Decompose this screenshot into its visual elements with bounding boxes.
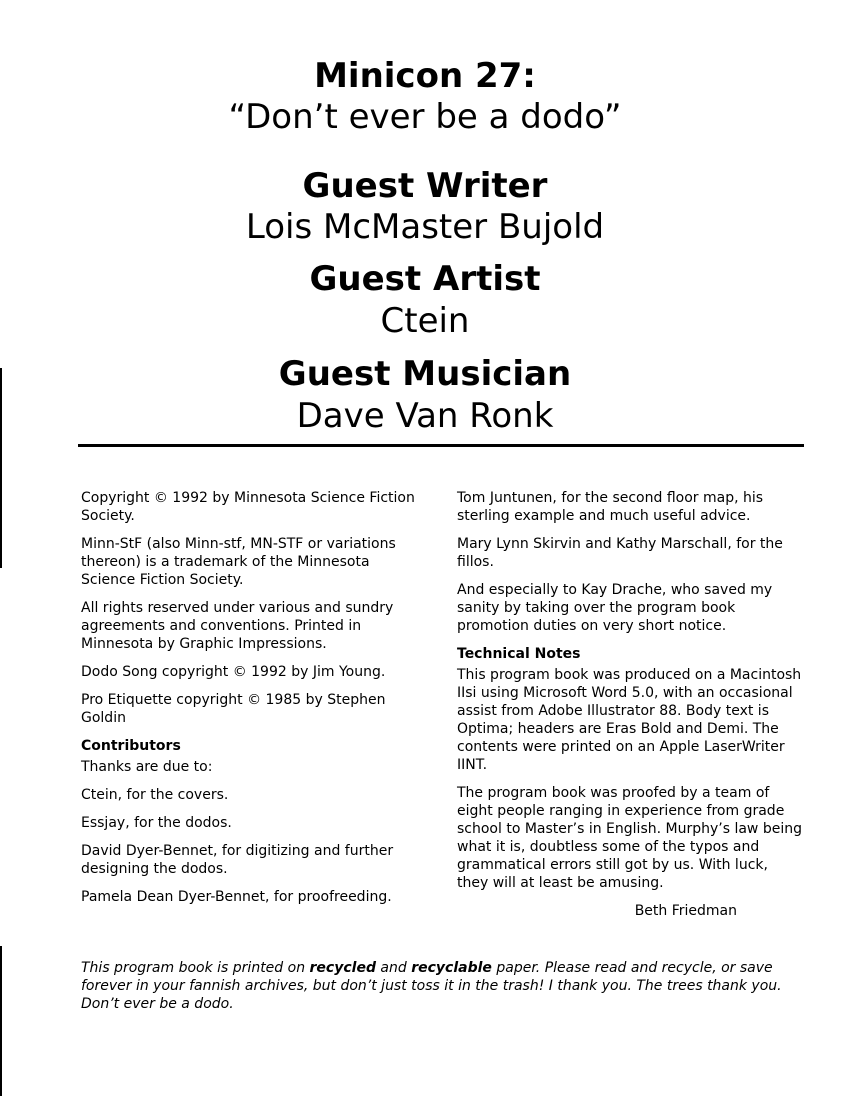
copyright-paragraph: Copyright © 1992 by Minnesota Science Fiction Society. xyxy=(81,490,415,524)
contributor-item: Ctein, for the covers. xyxy=(81,787,229,803)
pro-etiquette-paragraph: Pro Etiquette copyright © 1985 by Stephen Goldin xyxy=(81,692,386,726)
page-title: Minicon 27: xyxy=(314,56,536,96)
rights-paragraph: All rights reserved under various and sundry agreements and conventions. Printed in Minnesota by Graphic Impressions. xyxy=(81,600,394,652)
footer-text: and xyxy=(375,960,412,976)
guest-writer-heading: Guest Writer xyxy=(302,166,548,206)
contributor-item: Pamela Dean Dyer-Bennet, for proofreeding. xyxy=(81,889,392,905)
page-subtitle: “Don’t ever be a dodo” xyxy=(228,97,622,137)
footer-emphasis: recycled xyxy=(309,960,376,976)
guest-musician-heading: Guest Musician xyxy=(278,354,572,394)
technical-paragraph: The program book was proofed by a team of eight people ranging in experience from grade school to Master’s in English. Murphy’s law being what it is, doubtless some of the typos and grammatical errors still got by us. With luck, they will at least be amusing. xyxy=(457,785,802,891)
footer-text: This program book is printed on xyxy=(81,960,310,976)
thanks-item: And especially to Kay Drache, who saved my sanity by taking over the program book promotion duties on very short notice. xyxy=(457,582,773,634)
contributor-item: David Dyer-Bennet, for digitizing and further designing the dodos. xyxy=(81,843,394,877)
scan-edge-mark xyxy=(0,946,2,1096)
trademark-paragraph: Minn-StF (also Minn-stf, MN-STF or variations thereon) is a trademark of the Minnesota Science Fiction Society. xyxy=(81,536,396,588)
footer-emphasis: recyclable xyxy=(411,960,492,976)
guest-musician-name: Dave Van Ronk xyxy=(296,396,554,436)
contributor-item: Essjay, for the dodos. xyxy=(81,815,232,831)
scan-edge-mark xyxy=(0,368,2,568)
technical-paragraph: This program book was produced on a Macintosh IIsi using Microsoft Word 5.0, with an occasional assist from Adobe Illustrator 88. Body text is Optima; headers are Eras Bold and Demi. The contents were printed on an Apple LaserWriter IINT. xyxy=(457,667,802,773)
thanks-item: Tom Juntunen, for the second floor map, his sterling example and much useful advice. xyxy=(457,490,764,524)
horizontal-rule xyxy=(78,444,804,447)
contributors-intro: Thanks are due to: xyxy=(81,759,213,775)
thanks-item: Mary Lynn Skirvin and Kathy Marschall, for the fillos. xyxy=(457,536,783,570)
guest-artist-name: Ctein xyxy=(380,301,470,341)
dodo-song-paragraph: Dodo Song copyright © 1992 by Jim Young. xyxy=(81,664,386,680)
guest-writer-name: Lois McMaster Bujold xyxy=(245,207,605,247)
contributors-heading: Contributors xyxy=(81,738,181,754)
left-column xyxy=(81,489,421,916)
recycling-note xyxy=(81,959,801,1013)
technical-notes-heading: Technical Notes xyxy=(457,646,581,662)
right-column xyxy=(457,489,802,920)
guest-artist-heading: Guest Artist xyxy=(309,259,541,299)
footer-text: paper. Please read and recycle, or save forever in your fannish archives, but don’t just toss it in the trash! I thank you. The trees thank you. Don’t ever be a dodo. xyxy=(81,960,782,1012)
signature: Beth Friedman xyxy=(634,903,737,919)
